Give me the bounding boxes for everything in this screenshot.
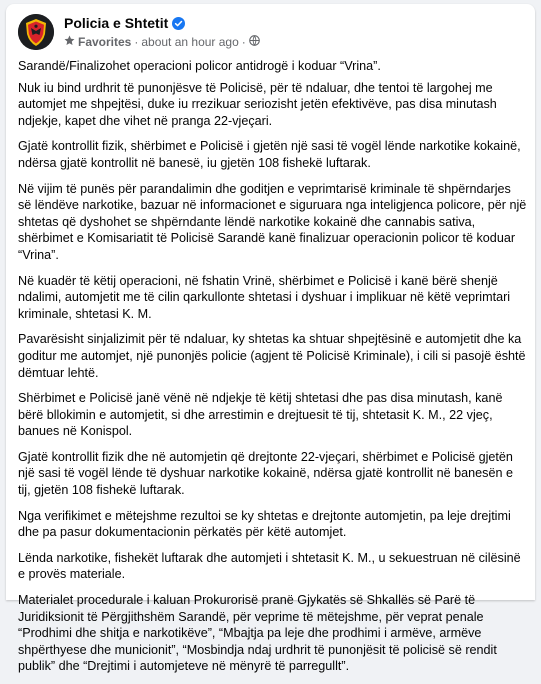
post-body [18, 58, 527, 684]
post-meta [64, 35, 260, 49]
post-paragraph: Në vijim të punës për parandalimin dhe goditjen e veprimtarisë kriminale të shpërndarjes së lëndëve narkotike, bazuar në informacionet e siguruara nga inteligjenca policore, për një shtetas që dyshohet se shpërndante lëndë narkotike kokainë dhe cannabis sativa, shërbimet e Komisariatit të Policisë Sarandë kanë finalizuar operacionin policor të koduar “Vrina”. [18, 181, 527, 262]
post-paragraph: Nga verifikimet e mëtejshme rezultoi se ky shtetas e drejtonte automjetin, pa leje drejtimi dhe pa pasur dokumentacionin përkatës për këtë automjet. [18, 508, 511, 540]
post-paragraph: Gjatë kontrollit fizik, shërbimet e Policisë i gjetën një sasi të vogël lënde narkotike kokainë, ndërsa gjatë kontrollit në banesë, iu gjetën 108 fishekë luftarak. [18, 139, 521, 170]
post-paragraph: Materialet procedurale i kaluan Prokurorisë pranë Gjykatës së Shkallës së Parë të Juridiksionit të Përgjithshëm Sarandë, për veprime të mëtejshme, për veprat penale “Prodhimi dhe shitja e narkotikëve”, “Mbajtja pa leje dhe prodhimi i armëve, armëve shpërthyese dhe municionit”, “Mosbindja ndaj urdhrit të punonjësit të policisë së rendit publik” dhe “Drejtimi i automjeteve në mënyrë të parregullt”. [18, 593, 497, 674]
post-paragraph: Pavarësisht sinjalizimit për të ndaluar, ky shtetas ka shtuar shpejtësinë e automjetit dhe ka goditur me automjet, një punonjës policie (agjent të Policisë Kriminale), i cili si pasojë është dëmtuar lehtë. [18, 332, 526, 380]
post-header [18, 12, 523, 56]
post-card [6, 4, 535, 674]
post-paragraph: Në kuadër të këtij operacioni, në fshatin Vrinë, shërbimet e Policisë i kanë bërë shenjë ndalimi, automjetit me të cilin qarkullonte shtetasi i dyshuar i implikuar në këtë veprimtari kriminale, shtetasi K. M. [18, 273, 511, 321]
post-paragraph: Nuk iu bind urdhrit të punonjësve të Policisë, për të ndaluar, dhe tentoi të largohej me automjet me shpejtësi, duke iu rrezikuar seriozisht jetën efektivëve, pas disa minutash ndjekje, kapet dhe vihet në pranga 22-vjeçari. [18, 80, 497, 128]
post-paragraph: Shërbimet e Policisë janë vënë në ndjekje të këtij shtetasi dhe pas disa minutash, kanë bërë bllokimin e automjetit, si dhe arrestimin e drejtuesit të tij, shtetasit K. M., 22 vjeç, banues në Konispol. [18, 391, 503, 439]
post-paragraph: Lënda narkotike, fishekët luftarak dhe automjeti i shtetasit K. M., u sekuestruan në cilësinë e provës materiale. [18, 550, 521, 582]
star-icon [64, 35, 75, 49]
verified-badge-icon [172, 17, 185, 30]
globe-icon [249, 35, 260, 49]
page-name[interactable]: Policia e Shtetit [64, 15, 169, 31]
meta-separator: · [134, 35, 139, 49]
meta-separator-2: · [241, 35, 246, 49]
favorites-label[interactable]: Favorites [78, 35, 132, 49]
post-paragraph: Sarandë/Finalizohet operacioni policor antidrogë i koduar “Vrina”. [18, 59, 381, 73]
page-avatar[interactable] [18, 14, 54, 50]
post-paragraph: Gjatë kontrollit fizik dhe në automjetin që drejtonte 22-vjeçari, shërbimet e Policisë gjetën një sasi të vogël lënde të dyshuar narkotike kokainë, ndërsa gjatë kontrollit në banesën e tij, gjetën 108 fishekë luftarak. [18, 449, 513, 498]
police-shield-logo [18, 14, 54, 50]
post-timestamp[interactable]: about an hour ago [141, 35, 239, 49]
page-name-link[interactable] [64, 15, 185, 31]
